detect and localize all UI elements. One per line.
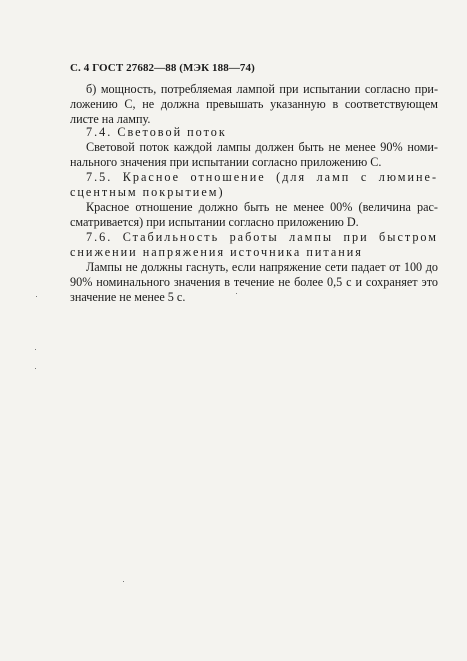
section-heading-7-6-cont: снижении напряжения источника питания	[70, 245, 363, 259]
text-line: Красное отношение должно быть не менее 00% (величина рас-	[86, 200, 438, 214]
section-heading-7-5-cont: сцентным покрытием)	[70, 185, 225, 199]
section-heading-7-5: 7.5. Красное отношение (для ламп с люмине-	[86, 170, 438, 184]
text-line: б) мощность, потребляемая лампой при испытании согласно при-	[86, 82, 438, 96]
text-line: листе на лампу.	[70, 112, 151, 126]
scan-speck	[123, 581, 124, 582]
scan-speck	[35, 368, 36, 369]
scan-speck	[35, 349, 36, 350]
text-line: сматривается) при испытании согласно приложению D.	[70, 215, 359, 229]
scan-speck	[236, 293, 237, 294]
text-line: Световой поток каждой лампы должен быть не менее 90% номи-	[86, 140, 438, 154]
text-line: значение не менее 5 с.	[70, 290, 186, 304]
text-line: 90% номинального значения в течение не более 0,5 с и сохраняет это	[70, 275, 438, 289]
section-heading-7-6: 7.6. Стабильность работы лампы при быстром	[86, 230, 438, 244]
text-line: нального значения при испытании согласно приложению С.	[70, 155, 382, 169]
scan-speck	[36, 296, 37, 297]
text-line: ложению С, не должна превышать указанную в соответствующем	[70, 97, 438, 111]
page-header: С. 4 ГОСТ 27682—88 (МЭК 188—74)	[70, 62, 255, 74]
section-heading-7-4: 7.4. Световой поток	[86, 125, 227, 139]
text-line: Лампы не должны гаснуть, если напряжение сети падает от 100 до	[86, 260, 438, 274]
